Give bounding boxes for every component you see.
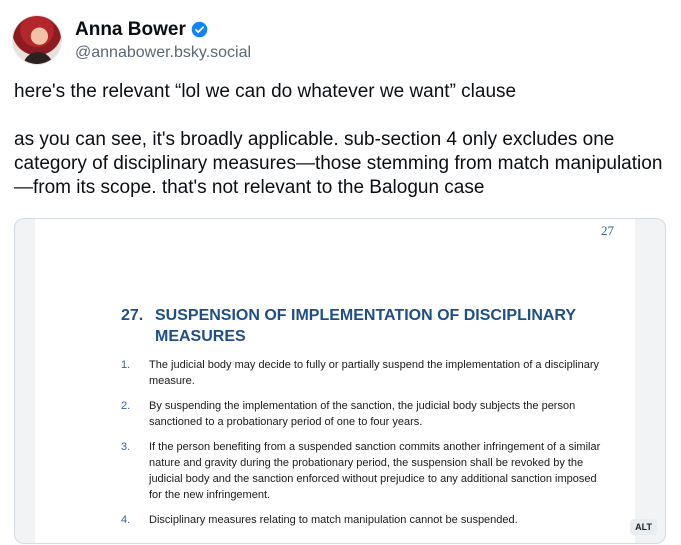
section-heading	[121, 305, 601, 347]
clause-text: By suspending the implementation of the sanction, the judicial body subjects the person sanctioned to a probationary period of one to four years.	[149, 400, 576, 428]
post-paragraph-2: as you can see, it's broadly applicable. sub-section 4 only excludes one category of disciplinary measures—those stemming from match manipulation—from its scope. that's not relevant to the Balogun case	[14, 129, 663, 198]
author-block	[75, 19, 251, 62]
clause-number: 1.	[121, 359, 131, 371]
author-handle[interactable]: @annabower.bsky.social	[75, 43, 252, 61]
verified-check-icon	[191, 21, 208, 38]
post-text	[14, 80, 669, 200]
clause-item	[121, 357, 601, 389]
section-title: SUSPENSION OF IMPLEMENTATION OF DISCIPLINARY MEASURES	[155, 307, 576, 345]
clause-text: Disciplinary measures relating to match manipulation cannot be suspended.	[149, 514, 518, 526]
clause-item	[121, 512, 601, 528]
clause-item	[121, 439, 601, 503]
page-number: 27	[601, 223, 614, 238]
name-row	[75, 19, 251, 41]
author-display-name[interactable]: Anna Bower	[75, 18, 186, 40]
avatar[interactable]	[12, 15, 62, 65]
post-line-1: here's the relevant “lol we can do whatever we want” clause	[14, 81, 517, 102]
clause-text: If the person benefiting from a suspended sanction commits another infringement of a similar nature and gravity during the probationary period, the suspension shall be revoked by the judicial body and the sanction enforced without prejudice to any additional sanction imposed for the new infringement.	[149, 441, 601, 501]
clause-list	[121, 357, 601, 528]
post-header	[12, 14, 251, 66]
clause-item	[121, 398, 601, 430]
clause-number: 4.	[121, 514, 131, 526]
alt-text-badge[interactable]: ALT	[630, 519, 657, 535]
clause-number: 3.	[121, 441, 131, 453]
image-embed[interactable]	[14, 218, 666, 544]
clause-text: The judicial body may decide to fully or partially suspend the implementation of a disciplinary measure.	[149, 359, 600, 387]
document-page	[35, 219, 635, 544]
clause-number: 2.	[121, 400, 131, 412]
section-number: 27.	[121, 307, 144, 324]
